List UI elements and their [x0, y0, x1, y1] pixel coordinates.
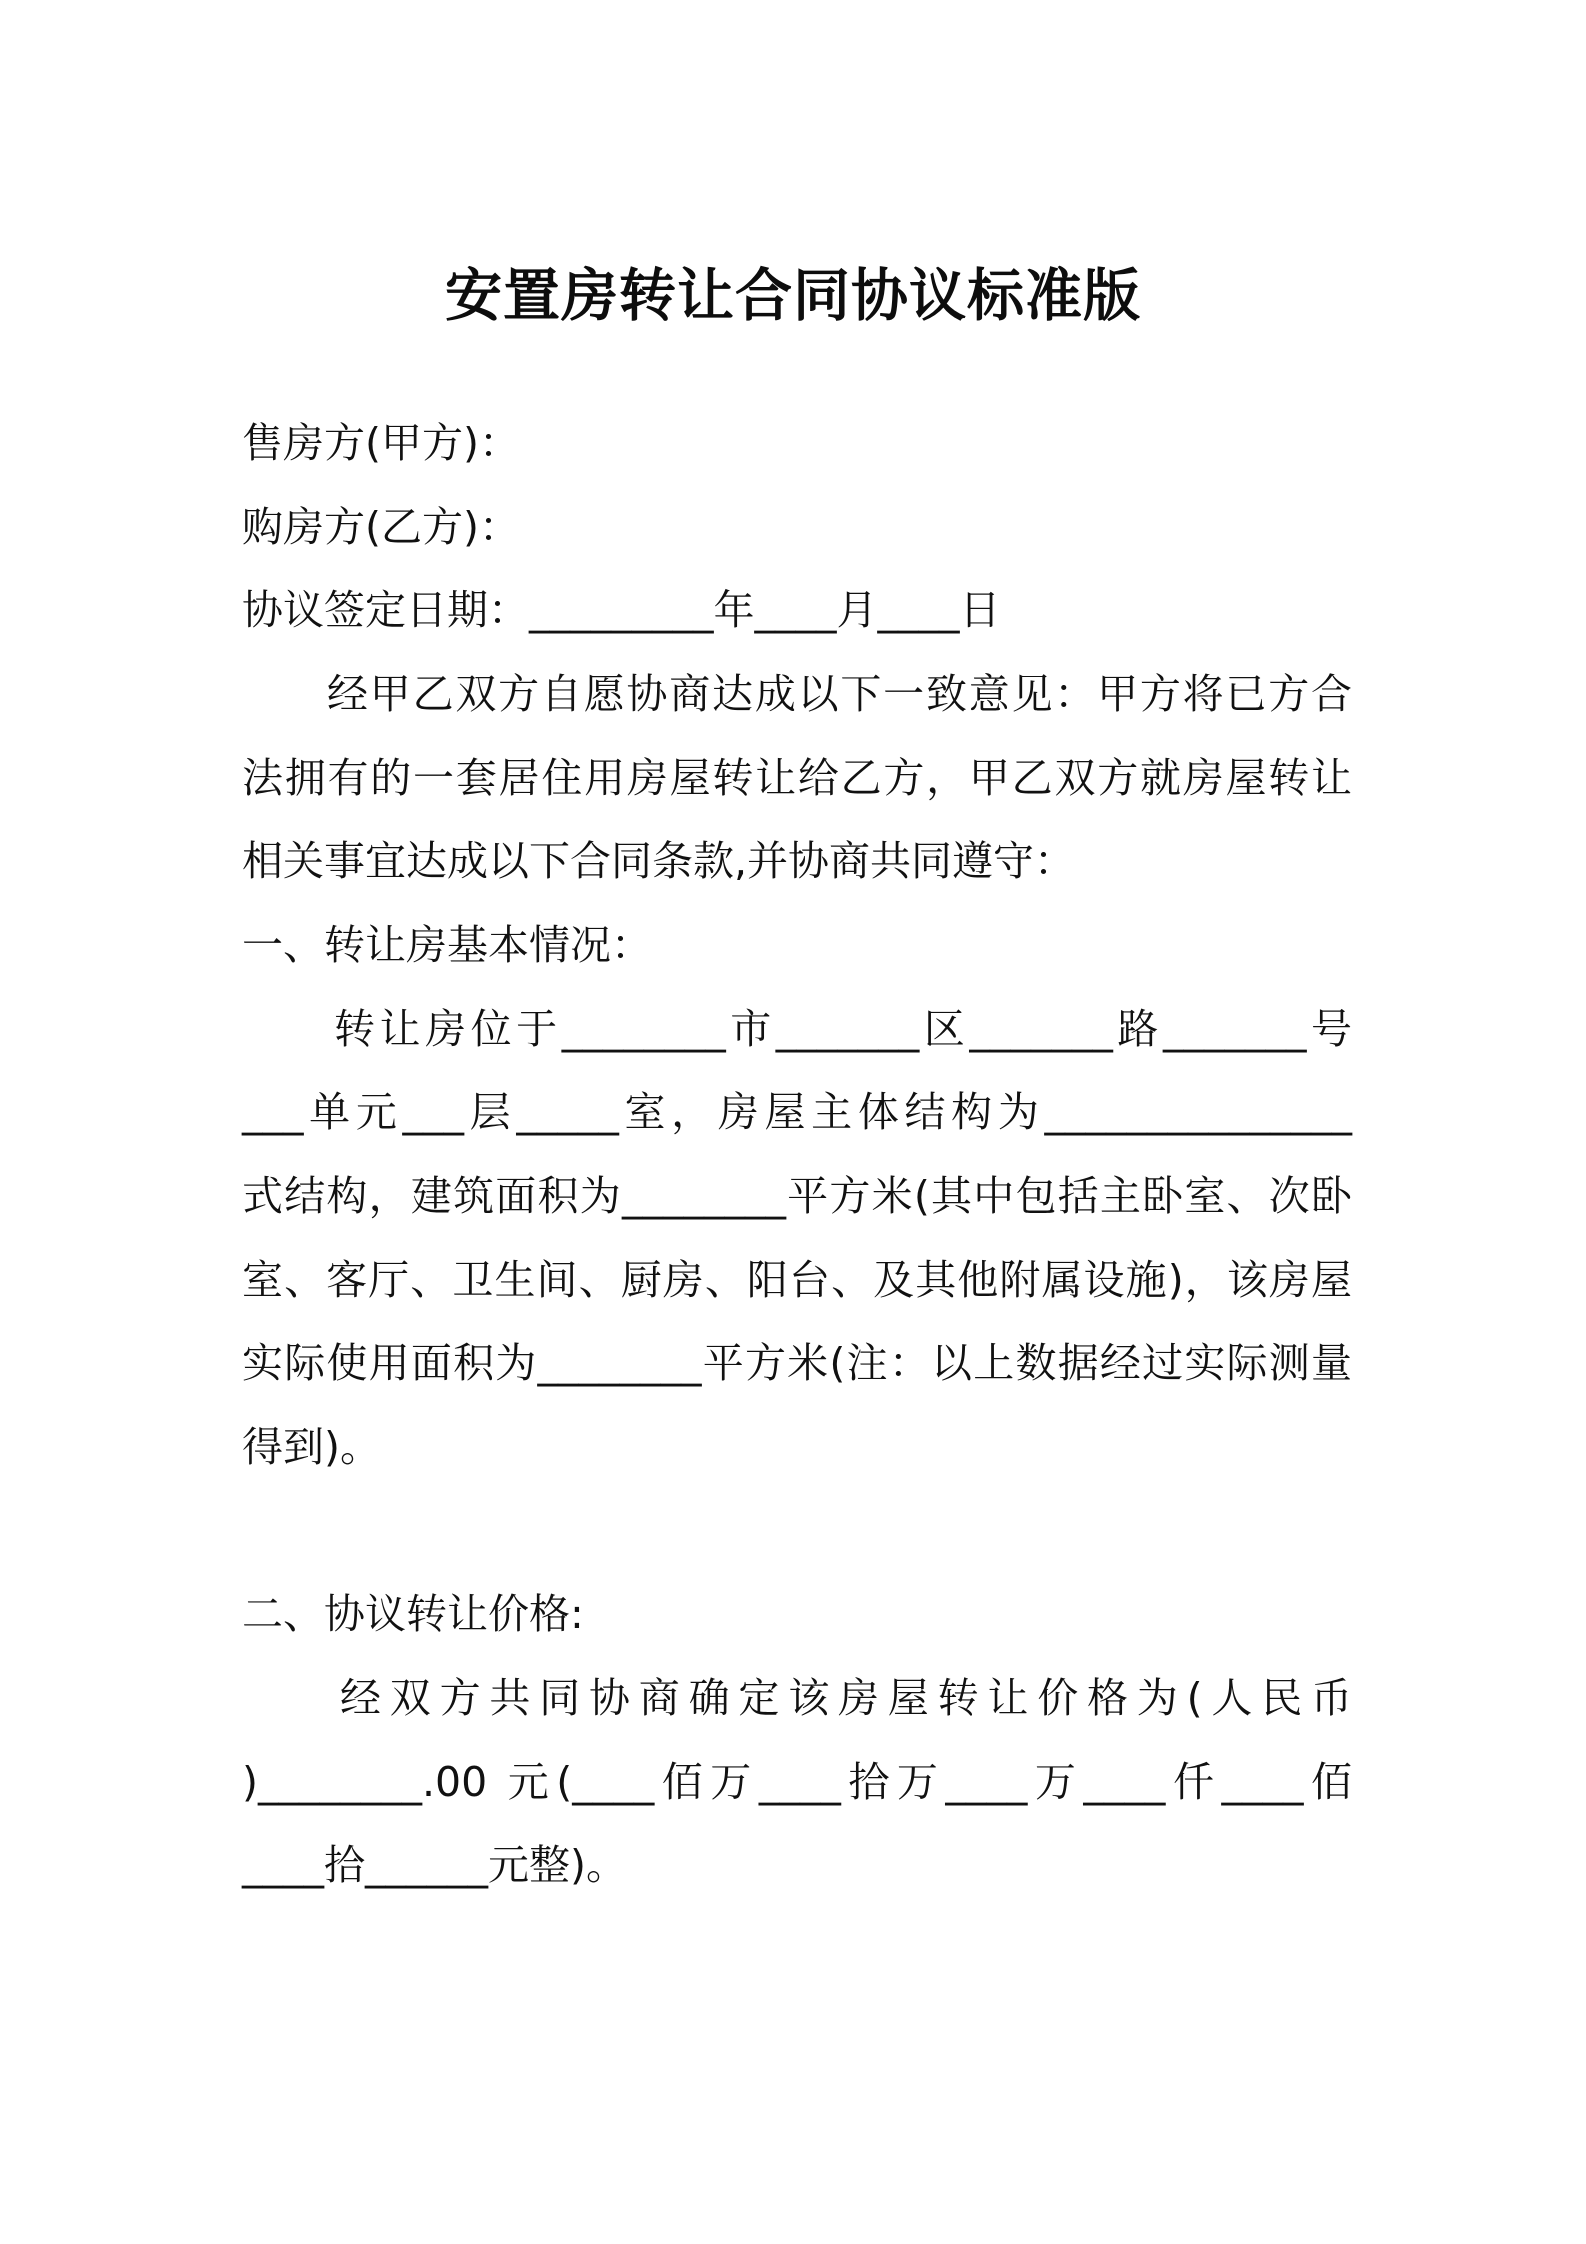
section2-line-3: ____拾______元整)。 [242, 1841, 627, 1889]
section2-line-1: 经双方共同协商确定该房屋转让价格为(人民币 [340, 1674, 1352, 1722]
document-title: 安置房转让合同协议标准版 [445, 263, 1141, 329]
intro-line-2: 法拥有的一套居住用房屋转让给乙方，甲乙双方就房屋转让 [242, 754, 1352, 802]
sign-date-line: 协议签定日期：_________年____月____日 [242, 586, 1001, 634]
section1-line-1: 转让房位于________市_______区_______路_______号 [334, 1005, 1352, 1053]
section1-line-3: 式结构，建筑面积为________平方米(其中包括主卧室、次卧 [242, 1172, 1352, 1220]
section1-line-2: ___单元___层_____室，房屋主体结构为_______________ [242, 1088, 1352, 1136]
section1-line-6: 得到)。 [242, 1423, 381, 1471]
intro-line-3: 相关事宜达成以下合同条款,并协商共同遵守： [242, 837, 1076, 885]
buyer-line: 购房方(乙方)： [242, 503, 520, 551]
intro-line-1: 经甲乙双方自愿协商达成以下一致意见：甲方将已方合 [327, 670, 1352, 718]
section2-line-2: )________.00 元(____佰万____拾万____万____仟____佰 [242, 1758, 1352, 1806]
section1-line-5: 实际使用面积为________平方米(注：以上数据经过实际测量 [242, 1339, 1352, 1387]
section2-heading: 二、协议转让价格: [242, 1590, 584, 1638]
section1-line-4: 室、客厅、卫生间、厨房、阳台、及其他附属设施)，该房屋 [242, 1256, 1352, 1304]
section1-heading: 一、转让房基本情况： [242, 921, 652, 969]
seller-line: 售房方(甲方)： [242, 419, 520, 467]
